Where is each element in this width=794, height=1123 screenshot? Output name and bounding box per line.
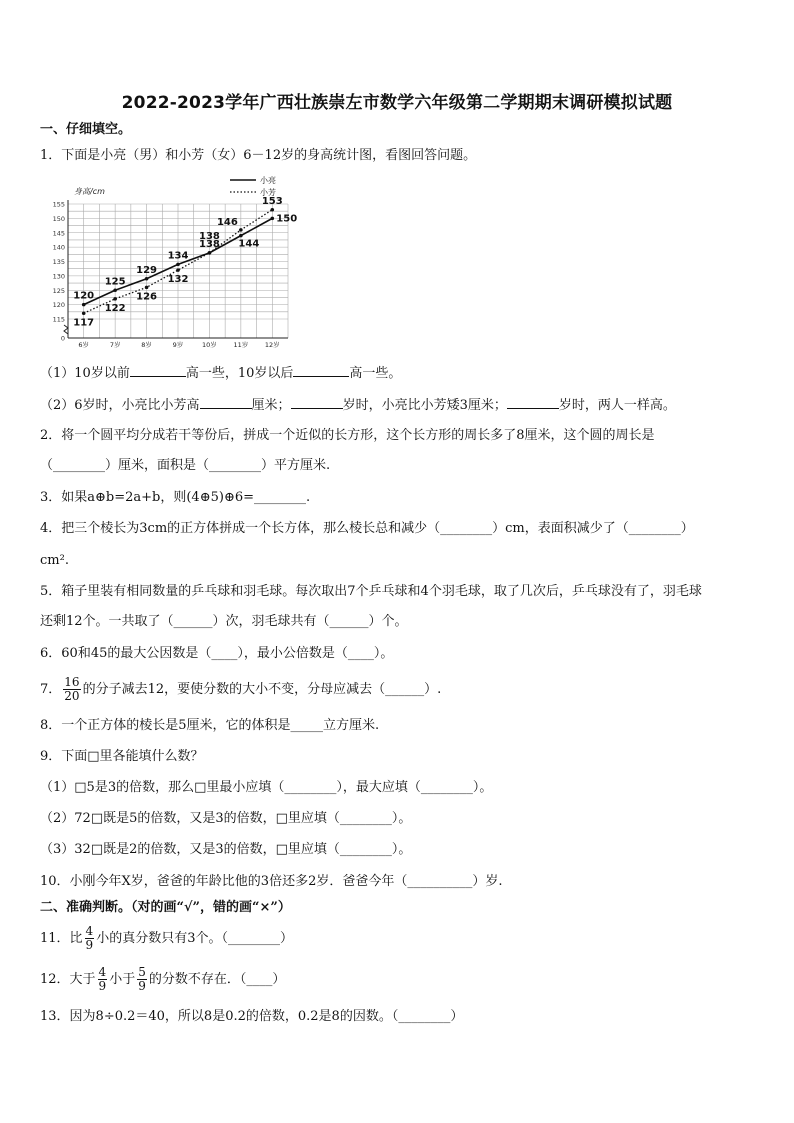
q7-denominator: 20 [64,689,80,703]
question-9: 9．下面□里各能填什么数？ [40,749,204,764]
data-label: 134 [167,250,189,262]
q12-numerator-2: 5 [138,965,146,979]
data-point [145,277,149,281]
q7-suffix: 的分子减去12，要使分数的大小不变，分母应减去（______）. [82,682,442,697]
question-13: 13．因为8÷0.2＝40，所以8是0.2的倍数，0.2是8的因数。（________） [40,1009,464,1024]
q1-sub1-blank-1[interactable] [130,362,186,377]
y-tick-label: 130 [52,272,65,281]
data-point [270,217,274,221]
data-point [270,208,274,212]
q1-sub2-blank-3[interactable] [507,394,559,409]
data-label: 125 [104,276,126,288]
data-point [113,297,117,301]
data-point [113,288,117,292]
q7-fraction [63,676,80,703]
data-label: 132 [167,274,189,286]
x-tick-label: 10岁 [202,341,217,349]
question-12 [40,966,754,993]
axis-break-mark [64,325,68,334]
data-label: 129 [136,264,158,276]
y-tick-label: 0 [60,334,65,343]
question-7 [40,676,754,703]
q11-suffix: 小的真分数只有3个。（________） [96,931,293,946]
data-label: 117 [73,317,95,329]
question-4-line-2: cm². [40,553,69,568]
question-4-line-1: 4．把三个棱长为3cm的正方体拼成一个长方体，那么棱长总和减少（________）cm，表面积减少了（________） [40,521,694,536]
question-6: 6．60和45的最大公因数是（____），最小公倍数是（____）。 [40,646,394,661]
q1-sub2-blank-2[interactable] [291,394,343,409]
question-3: 3．如果a⊕b=2a+b，则(4⊕5)⊕6=________. [40,490,311,505]
q1-sub1-text-a: （1）10岁以前 [40,366,130,381]
y-tick-label: 150 [52,214,65,223]
q7-prefix: 7． [40,682,62,697]
q1-sub1-blank-2[interactable] [293,362,349,377]
x-tick-label: 8岁 [141,341,152,349]
question-9-sub2: （2）72□既是5的倍数，又是3的倍数，□里应填（________）。 [40,811,412,826]
question-11 [40,925,754,952]
data-label: 126 [136,291,158,303]
question-1-sub1 [40,362,754,384]
question-10: 10．小刚今年X岁，爸爸的年龄比他的3倍还多2岁．爸爸今年（__________）岁. [40,874,503,889]
data-point [208,251,212,255]
data-label: 122 [104,302,126,314]
data-label: 146 [216,216,238,228]
data-label: 150 [276,213,298,225]
data-point [176,263,180,267]
q12-mid: 小于 [109,972,136,987]
q1-sub2-text-c: 岁时，小亮比小芳矮3厘米； [342,398,507,413]
y-axis-label: 身高/cm [74,187,105,196]
y-tick-label: 120 [52,301,65,310]
y-tick-label: 135 [52,258,65,266]
y-tick-label: 145 [52,229,65,238]
question-5-line-2: 还剩12个。一共取了（______）次，羽毛球共有（______）个。 [40,614,408,629]
legend-label-xiaoliang: 小亮 [260,176,276,185]
q7-numerator: 16 [64,675,80,689]
question-9-sub3: （3）32□既是2的倍数，又是3的倍数，□里应填（________）。 [40,842,412,857]
y-tick-label: 140 [52,243,65,252]
q1-sub2-text-a: （2）6岁时，小亮比小芳高 [40,398,200,413]
data-label: 138 [198,238,220,250]
question-1-sub2 [40,394,754,416]
section-heading-fill: 一、仔细填空。 [40,122,132,137]
question-2-line-2: （________）厘米，面积是（________）平方厘米. [40,458,331,473]
q12-fraction-1 [98,966,108,993]
q12-denominator-1: 9 [98,979,107,993]
q12-suffix: 的分数不存在．（____） [148,972,286,987]
x-tick-label: 11岁 [233,341,249,349]
y-tick-label: 125 [52,286,65,295]
data-point [82,311,86,315]
q1-sub2-text-d: 岁时，两人一样高。 [558,398,676,413]
legend-label-xiaofang: 小芳 [260,188,276,197]
q1-sub1-text-b: 高一些，10岁以后 [185,366,294,381]
data-point [145,286,149,290]
q11-prefix: 11．比 [40,931,83,946]
data-label: 120 [73,290,95,302]
q12-denominator-2: 9 [138,979,146,993]
question-5-line-1: 5．箱子里装有相同数量的乒乓球和羽毛球。每次取出7个乒乓球和4个羽毛球，取了几次后，乒乓球没有了，羽毛球 [40,584,702,599]
q11-fraction [85,925,95,952]
page-title: 2022-2023学年广西壮族崇左市数学六年级第二学期期末调研模拟试题 [121,93,673,113]
question-8: 8．一个正方体的棱长是5厘米，它的体积是_____立方厘米. [40,718,380,733]
x-tick-label: 7岁 [109,341,121,349]
data-label: 153 [261,195,283,207]
question-1-intro: 1．下面是小亮（男）和小芳（女）6－12岁的身高统计图，看图回答问题。 [40,148,477,163]
data-point [239,234,243,238]
q1-sub2-blank-1[interactable] [200,394,252,409]
data-point [239,228,243,232]
y-tick-label: 115 [52,315,65,324]
q11-denominator: 9 [85,938,94,952]
data-point [176,268,180,272]
x-tick-label: 6岁 [78,341,90,349]
q1-sub2-text-b: 厘米； [251,398,291,413]
x-tick-label: 12岁 [264,341,280,349]
q11-numerator: 4 [85,924,94,938]
data-point [82,303,86,307]
q1-sub1-text-c: 高一些。 [349,366,402,381]
question-2-line-1: 2．将一个圆平均分成若干等份后，拼成一个近似的长方形，这个长方形的周长多了8厘米，这个圆的周长是 [40,428,655,443]
y-tick-label: 155 [52,200,65,209]
question-9-sub1: （1）□5是3的倍数，那么□里最小应填（________），最大应填（________）。 [40,780,493,795]
data-label: 144 [238,238,260,250]
section-heading-judge: 二、准确判断。（对的画“√”，错的画“×”） [40,900,291,915]
q12-numerator-1: 4 [98,965,107,979]
height-line-chart [40,172,298,352]
x-tick-label: 9岁 [172,341,184,349]
q12-fraction-2 [137,966,147,993]
q12-prefix: 12．大于 [40,972,96,987]
data-label: 138 [198,230,220,242]
